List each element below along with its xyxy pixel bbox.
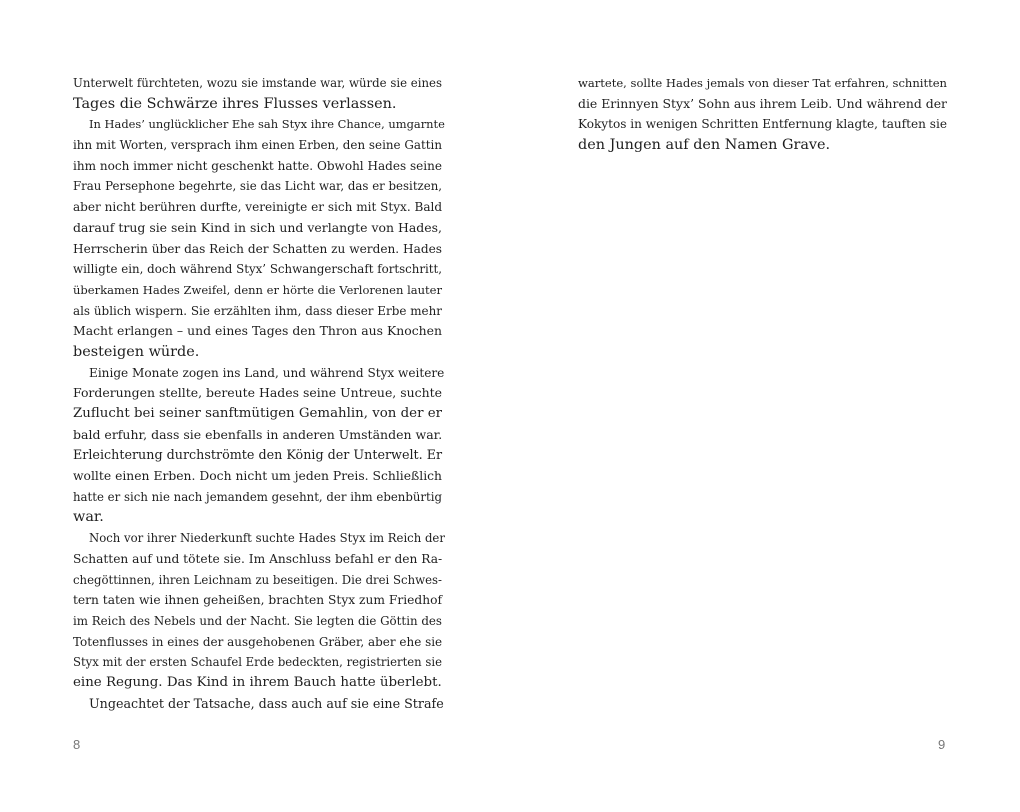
text-line: war.: [73, 509, 104, 526]
right-page: [510, 0, 1020, 812]
left-page-text: [73, 73, 445, 714]
text-line: ihm noch immer nicht geschenkt hatte. Obwohl Hades seine: [73, 158, 442, 173]
text-line: Unterwelt fürchteten, wozu sie imstande war, würde sie eines: [73, 76, 442, 90]
text-line: chegöttinnen, ihren Leichnam zu beseitigen. Die drei Schwes-: [73, 572, 442, 587]
text-line: aber nicht berühren durfte, vereinigte er sich mit Styx. Bald: [73, 200, 443, 215]
text-line: wollte einen Erben. Doch nicht um jeden Preis. Schließlich: [73, 469, 442, 484]
text-line: Kokytos in wenigen Schritten Entfernung klagte, tauften sie: [578, 117, 947, 132]
text-line: Totenflusses in eines der ausgehobenen Gräber, aber ehe sie: [73, 634, 443, 649]
text-line: Herrscherin über das Reich der Schatten zu werden. Hades: [73, 241, 442, 256]
text-line: als üblich wispern. Sie erzählten ihm, dass dieser Erbe mehr: [73, 303, 442, 318]
text-line: Schatten auf und tötete sie. Im Anschluss befahl er den Ra-: [73, 551, 443, 566]
text-line: eine Regung. Das Kind in ihrem Bauch hatte überlebt.: [73, 674, 442, 690]
page-number-left: 8: [73, 737, 81, 752]
page-number-right: 9: [938, 737, 946, 752]
text-line: besteigen würde.: [73, 343, 200, 360]
text-line: darauf trug sie sein Kind in sich und verlangte von Hades,: [73, 219, 442, 235]
text-line: Erleichterung durchströmte den König der Unterwelt. Er: [73, 447, 443, 463]
text-line: im Reich des Nebels und der Nacht. Sie legten die Göttin des: [73, 613, 442, 628]
text-line: Styx mit der ersten Schaufel Erde bedeckten, registrierten sie: [73, 655, 442, 670]
text-line: den Jungen auf den Namen Grave.: [578, 137, 831, 154]
text-line: Zuflucht bei seiner sanftmütigen Gemahlin, von der er: [73, 406, 442, 421]
text-line: bald erfuhr, dass sie ebenfalls in anderen Umständen war.: [73, 426, 443, 442]
text-line: überkamen Hades Zweifel, denn er hörte die Verlorenen lauter: [73, 282, 442, 297]
text-line: Frau Persephone begehrte, sie das Licht war, das er besitzen,: [73, 179, 443, 194]
text-line: Noch vor ihrer Niederkunft suchte Hades Styx im Reich der: [89, 531, 445, 546]
text-line: Forderungen stellte, bereute Hades seine Untreue, suchte: [73, 385, 442, 401]
text-line: Macht erlangen – und eines Tages den Thron aus Knochen: [73, 323, 442, 339]
text-line: wartete, sollte Hades jemals von dieser Tat erfahren, schnitten: [578, 76, 947, 90]
right-page-text: [578, 73, 947, 156]
text-line: die Erinnyen Styx’ Sohn aus ihrem Leib. Und während der: [578, 95, 947, 111]
text-line: ihn mit Worten, versprach ihm einen Erben, den seine Gattin: [73, 138, 442, 153]
text-line: In Hades’ unglücklicher Ehe sah Styx ihre Chance, umgarnte: [89, 117, 445, 132]
text-line: tern taten wie ihnen geheißen, brachten Styx zum Friedhof: [73, 593, 442, 608]
text-line: hatte er sich nie nach jemandem gesehnt, der ihm ebenbürtig: [73, 489, 442, 504]
text-line: Einige Monate zogen ins Land, und während Styx weitere: [89, 365, 445, 380]
text-line: Ungeachtet der Tatsache, dass auch auf sie eine Strafe: [89, 695, 444, 711]
text-line: willigte ein, doch während Styx’ Schwangerschaft fortschritt,: [73, 262, 442, 277]
text-line: Tages die Schwärze ihres Flusses verlassen.: [73, 95, 397, 112]
